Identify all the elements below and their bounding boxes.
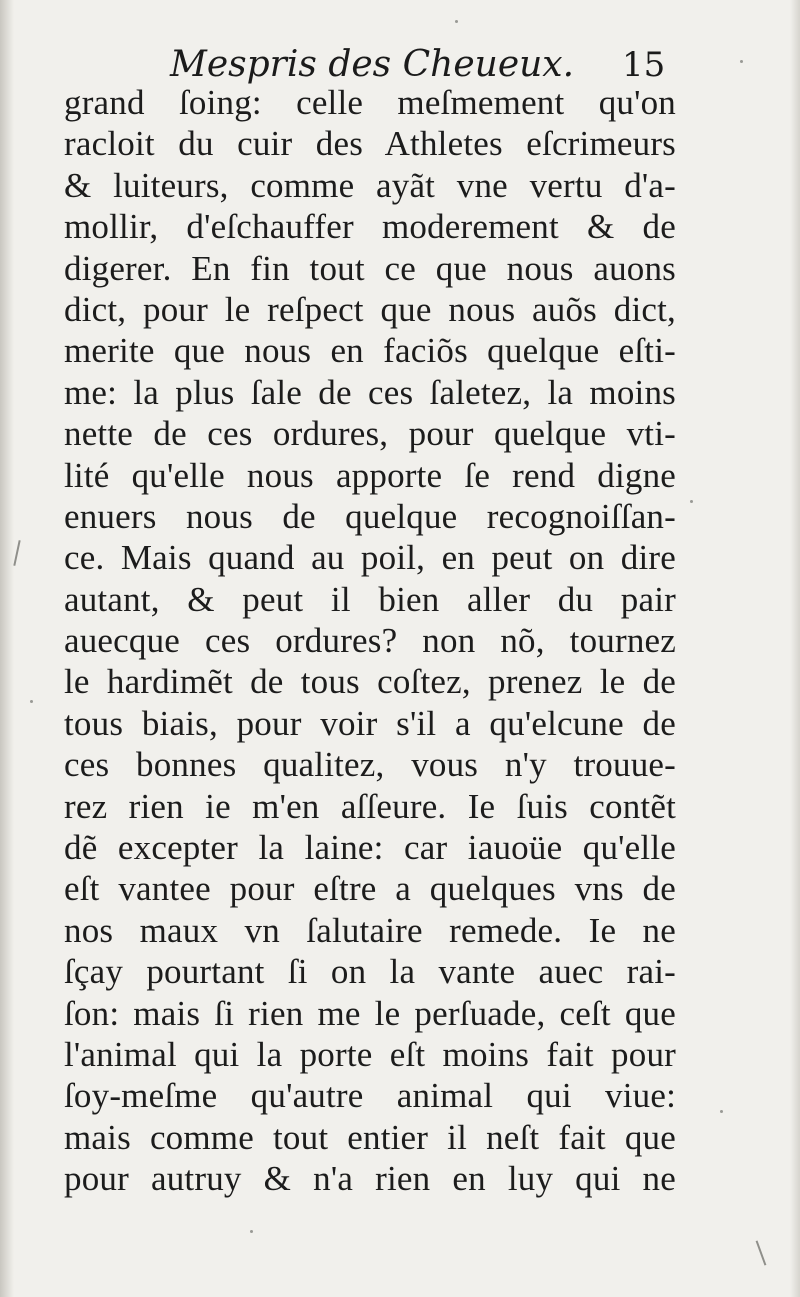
text-line: ſoy-meſme qu'autre animal qui viue: — [64, 1076, 676, 1116]
paper-speck — [250, 1230, 253, 1233]
page-number: 15 — [622, 45, 666, 85]
text-line: digerer. En fin tout ce que nous auons — [64, 248, 676, 288]
paper-speck — [455, 20, 458, 23]
text-line: rez rien ie m'en aſſeure. Ie ſuis contẽt — [64, 786, 676, 826]
text-line: merite que nous en faciõs quelque eſti- — [64, 331, 676, 371]
text-line: autant, & peut il bien aller du pair — [64, 579, 676, 619]
text-line: tous biais, pour voir s'il a qu'elcune de — [64, 703, 676, 743]
body-text — [64, 82, 676, 1200]
text-line: ſçay pourtant ſi on la vante auec rai- — [64, 952, 676, 992]
text-line: enuers nous de quelque recognoiſſan- — [64, 496, 676, 536]
paper-mark — [756, 1240, 767, 1265]
page-gutter-shadow — [0, 0, 14, 1297]
text-line: l'animal qui la porte eſt moins fait pour — [64, 1034, 676, 1074]
paper-speck — [740, 60, 743, 63]
text-line: mais comme tout entier il neſt fait que — [64, 1117, 676, 1157]
text-line: ſon: mais ſi rien me le perſuade, ceſt que — [64, 993, 676, 1033]
paper-speck — [690, 500, 693, 503]
text-line: grand ſoing: celle meſmement qu'on — [64, 83, 676, 122]
text-line: pour autruy & n'a rien en luy qui ne — [64, 1159, 676, 1199]
text-line: eſt vantee pour eſtre a quelques vns de — [64, 869, 676, 909]
text-line: mollir, d'eſchauffer moderement & de — [64, 207, 676, 247]
text-line: nos maux vn ſalutaire remede. Ie ne — [64, 910, 676, 950]
paper-speck — [720, 1110, 723, 1113]
text-line: dict, pour le reſpect que nous auõs dict, — [64, 289, 676, 329]
text-line: le hardimẽt de tous coſtez, prenez le de — [64, 662, 676, 702]
text-line: auecque ces ordures? non nõ, tournez — [64, 621, 676, 661]
text-line: me: la plus ſale de ces ſaletez, la moins — [64, 372, 676, 412]
text-line: & luiteurs, comme ayãt vne vertu d'a- — [64, 165, 676, 205]
text-line: ce. Mais quand au poil, en peut on dire — [64, 538, 676, 578]
paper-mark — [13, 540, 20, 566]
text-line: lité qu'elle nous apporte ſe rend digne — [64, 455, 676, 495]
text-line: dẽ excepter la laine: car iauoüe qu'elle — [64, 828, 676, 868]
text-line: racloit du cuir des Athletes eſcrimeurs — [64, 124, 676, 164]
paper-speck — [30, 700, 33, 703]
text-line: ces bonnes qualitez, vous n'y trouue- — [64, 745, 676, 785]
text-line: nette de ces ordures, pour quelque vti- — [64, 414, 676, 454]
running-head-title: Mespris des Cheueux. — [170, 44, 575, 85]
page-edge-shadow — [790, 0, 800, 1297]
